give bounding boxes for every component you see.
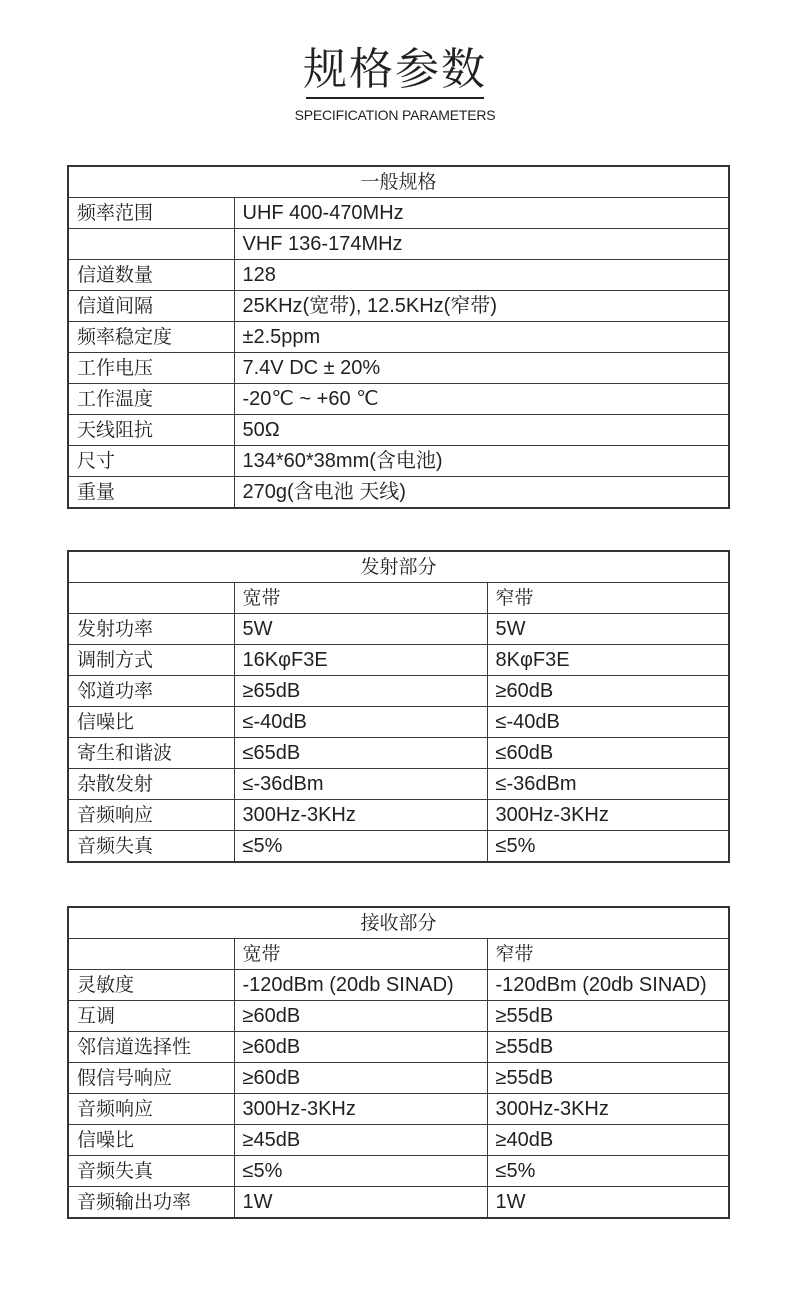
narrowband-value: ≥55dB (487, 1063, 729, 1094)
table-row (68, 1094, 729, 1125)
general-spec-table (67, 165, 730, 509)
table-row (68, 800, 729, 831)
table-row (68, 477, 729, 509)
narrowband-value: ≥55dB (487, 1001, 729, 1032)
table-row (68, 291, 729, 322)
row-label: 互调 (68, 1001, 234, 1032)
table-row (68, 1001, 729, 1032)
table-row (68, 614, 729, 645)
narrowband-value: ≥40dB (487, 1125, 729, 1156)
row-label: 信道间隔 (68, 291, 234, 322)
column-header-narrowband: 窄带 (487, 583, 729, 614)
table-row (68, 676, 729, 707)
wideband-value: ≥60dB (234, 1001, 487, 1032)
narrowband-value: ≤5% (487, 1156, 729, 1187)
narrowband-value: 300Hz-3KHz (487, 1094, 729, 1125)
table-row (68, 229, 729, 260)
row-label (68, 229, 234, 260)
row-label: 重量 (68, 477, 234, 509)
row-label: 尺寸 (68, 446, 234, 477)
narrowband-value: ≥60dB (487, 676, 729, 707)
page-title: 规格参数 (303, 44, 487, 95)
table-row (68, 738, 729, 769)
wideband-value: 5W (234, 614, 487, 645)
row-label: 音频失真 (68, 1156, 234, 1187)
row-label: 信噪比 (68, 707, 234, 738)
wideband-value: ≥65dB (234, 676, 487, 707)
narrowband-value: ≤5% (487, 831, 729, 863)
section-header-row (68, 551, 729, 583)
table-row (68, 707, 729, 738)
row-label: 天线阻抗 (68, 415, 234, 446)
table-row (68, 769, 729, 800)
section-title: 发射部分 (68, 551, 729, 583)
table-row (68, 322, 729, 353)
row-label: 寄生和谐波 (68, 738, 234, 769)
row-label: 假信号响应 (68, 1063, 234, 1094)
row-label: 音频响应 (68, 800, 234, 831)
table-row (68, 1187, 729, 1219)
row-value: VHF 136-174MHz (234, 229, 729, 260)
narrowband-value: 8KφF3E (487, 645, 729, 676)
row-value: 7.4V DC ± 20% (234, 353, 729, 384)
wideband-value: 16KφF3E (234, 645, 487, 676)
wideband-value: ≤-40dB (234, 707, 487, 738)
row-label: 工作电压 (68, 353, 234, 384)
wideband-value: ≤-36dBm (234, 769, 487, 800)
column-header-row (68, 583, 729, 614)
table-row (68, 1063, 729, 1094)
narrowband-value: 300Hz-3KHz (487, 800, 729, 831)
wideband-value: ≤5% (234, 1156, 487, 1187)
wideband-value: ≥60dB (234, 1032, 487, 1063)
wideband-value: -120dBm (20db SINAD) (234, 970, 487, 1001)
narrowband-value: 5W (487, 614, 729, 645)
column-header-narrowband: 窄带 (487, 939, 729, 970)
row-label: 发射功率 (68, 614, 234, 645)
row-label: 频率稳定度 (68, 322, 234, 353)
row-label: 调制方式 (68, 645, 234, 676)
row-value: 50Ω (234, 415, 729, 446)
table-row (68, 198, 729, 229)
section-title: 接收部分 (68, 907, 729, 939)
column-header-blank (68, 939, 234, 970)
table-row (68, 645, 729, 676)
table-row (68, 260, 729, 291)
row-value: 25KHz(宽带), 12.5KHz(窄带) (234, 291, 729, 322)
column-header-wideband: 宽带 (234, 939, 487, 970)
narrowband-value: ≤60dB (487, 738, 729, 769)
wideband-value: 300Hz-3KHz (234, 1094, 487, 1125)
section-header-row (68, 166, 729, 198)
row-value: 270g(含电池 天线) (234, 477, 729, 509)
row-label: 工作温度 (68, 384, 234, 415)
page-subtitle: SPECIFICATION PARAMETERS (294, 107, 496, 123)
row-label: 音频失真 (68, 831, 234, 863)
row-label: 灵敏度 (68, 970, 234, 1001)
table-row (68, 384, 729, 415)
narrowband-value: 1W (487, 1187, 729, 1219)
title-underline (306, 97, 484, 99)
wideband-value: ≤65dB (234, 738, 487, 769)
table-row (68, 1156, 729, 1187)
section-title: 一般规格 (68, 166, 729, 198)
wideband-value: 1W (234, 1187, 487, 1219)
row-label: 音频响应 (68, 1094, 234, 1125)
table-row (68, 353, 729, 384)
row-value: ±2.5ppm (234, 322, 729, 353)
table-row (68, 446, 729, 477)
row-value: -20℃ ~ +60 ℃ (234, 384, 729, 415)
row-label: 频率范围 (68, 198, 234, 229)
row-label: 音频输出功率 (68, 1187, 234, 1219)
row-value: UHF 400-470MHz (234, 198, 729, 229)
row-label: 信噪比 (68, 1125, 234, 1156)
section-header-row (68, 907, 729, 939)
wideband-value: ≥45dB (234, 1125, 487, 1156)
wideband-value: ≥60dB (234, 1063, 487, 1094)
receive-spec-table (67, 906, 730, 1219)
wideband-value: 300Hz-3KHz (234, 800, 487, 831)
narrowband-value: -120dBm (20db SINAD) (487, 970, 729, 1001)
column-header-wideband: 宽带 (234, 583, 487, 614)
wideband-value: ≤5% (234, 831, 487, 863)
narrowband-value: ≤-36dBm (487, 769, 729, 800)
row-label: 杂散发射 (68, 769, 234, 800)
narrowband-value: ≥55dB (487, 1032, 729, 1063)
table-row (68, 1125, 729, 1156)
table-row (68, 970, 729, 1001)
table-row (68, 415, 729, 446)
transmit-spec-table (67, 550, 730, 863)
row-label: 信道数量 (68, 260, 234, 291)
table-row (68, 1032, 729, 1063)
column-header-blank (68, 583, 234, 614)
narrowband-value: ≤-40dB (487, 707, 729, 738)
row-value: 128 (234, 260, 729, 291)
row-value: 134*60*38mm(含电池) (234, 446, 729, 477)
column-header-row (68, 939, 729, 970)
row-label: 邻信道选择性 (68, 1032, 234, 1063)
table-row (68, 831, 729, 863)
row-label: 邻道功率 (68, 676, 234, 707)
